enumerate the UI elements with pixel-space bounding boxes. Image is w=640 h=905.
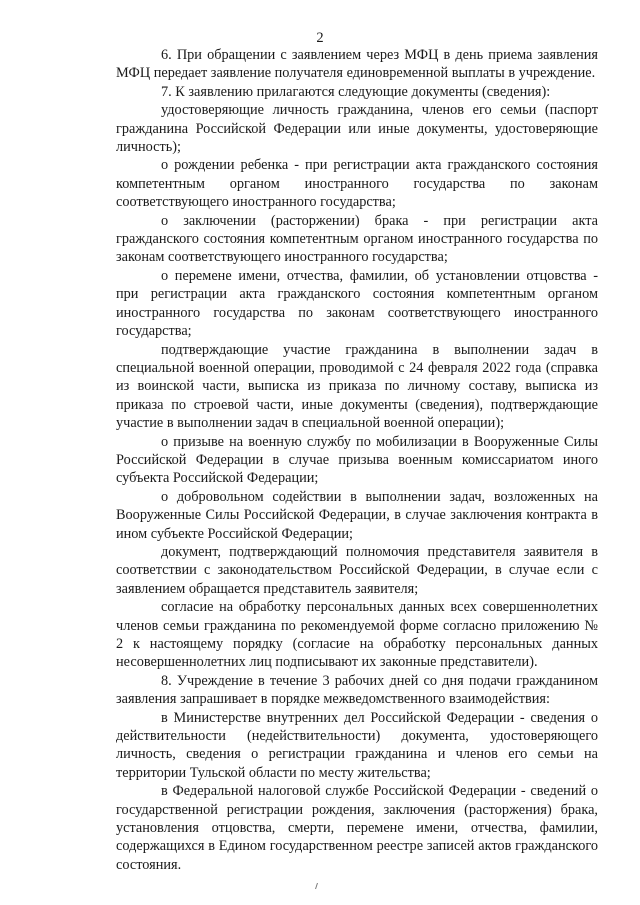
list-item-name-change: о перемене имени, отчества, фамилии, об установлении отцовства - при регистрации акта гражданского состояния компетентным органом иностранного государства по законам соответствующего иностранного государства; xyxy=(116,267,598,340)
list-item-identity-documents: удостоверяющие личность гражданина, членов его семьи (паспорт гражданина Российской Федерации или иные документы, удостоверяющие личность); xyxy=(116,102,598,156)
list-item-military-operation: подтверждающие участие гражданина в выполнении задач в специальной военной операции, проводимой с 24 февраля 2022 года (справка из воинской части, выписка из приказа по личному составу, выписка из приказа по строевой части, иные документы (сведения), подтверждающие участие в выполнении задач в специальной военной операции); xyxy=(116,341,598,432)
document-body xyxy=(116,46,598,874)
paragraph-7: 7. К заявлению прилагаются следующие документы (сведения): xyxy=(161,83,551,100)
page-number: 2 xyxy=(316,30,324,46)
paragraph-8: 8. Учреждение в течение 3 рабочих дней со дня подачи гражданином заявления запрашивает в порядке межведомственного взаимодействия: xyxy=(116,672,598,708)
list-item-personal-data-consent: согласие на обработку персональных данных всех совершеннолетних членов семьи гражданина по рекомендуемой форме согласно приложению № 2 к настоящему порядку (согласие на обработку персональных данных несовершеннолетних лиц подписывают их законные представители). xyxy=(116,599,598,671)
stray-pen-mark xyxy=(315,883,322,889)
list-item-interior-ministry: в Министерстве внутренних дел Российской Федерации - сведения о действительности (недействительности) документа, удостоверяющего личность, сведения о регистрации гражданина и членов его семьи на территории Тульской области по месту жительства; xyxy=(116,709,598,781)
list-item-volunteer-contract: о добровольном содействии в выполнении задач, возложенных на Вооруженные Силы Российской Федерации, в случае заключения контракта в ином субъекте Российской Федерации; xyxy=(116,488,598,542)
paragraph-6: 6. При обращении с заявлением через МФЦ в день приема заявления МФЦ передает заявление получателя единовременной выплаты в учреждение. xyxy=(116,47,598,82)
list-item-birth: о рождении ребенка - при регистрации акта гражданского состояния компетентным органом иностранного государства по законам соответствующего иностранного государства; xyxy=(116,157,598,211)
list-item-tax-service: в Федеральной налоговой службе Российской Федерации - сведений о государственной регистрации рождения, заключения (расторжения) брака, установления отцовства, смерти, перемене имени, отчества, фамилии, содержащихся в Едином государственном реестре записей актов гражданского состояния. xyxy=(116,783,598,873)
list-item-mobilization: о призыве на военную службу по мобилизации в Вооруженные Силы Российской Федерации в случае призыва военным комиссариатом иного субъекта Российской Федерации; xyxy=(116,433,598,487)
list-item-representative-authority: документ, подтверждающий полномочия представителя заявителя в соответствии с законодательством Российской Федерации, в случае если с заявлением обращается представитель заявителя; xyxy=(116,543,598,597)
list-item-marriage: о заключении (расторжении) брака - при регистрации акта гражданского состояния компетентным органом иностранного государства по законам соответствующего иностранного государства; xyxy=(116,212,598,266)
